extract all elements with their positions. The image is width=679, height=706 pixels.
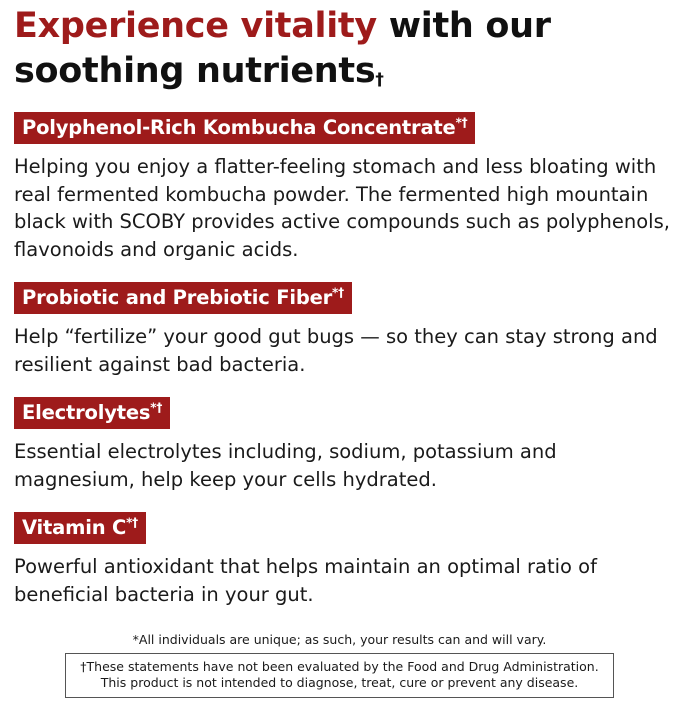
section-kombucha-title-wrap: [14, 112, 671, 145]
section-electrolytes-tag-label: Electrolytes: [22, 400, 151, 424]
section-electrolytes-body: Essential electrolytes including, sodium, potassium and magnesium, help keep your cells hydrated.: [14, 440, 557, 491]
footnote-asterisk: *All individuals are unique; as such, your results can and will vary.: [132, 631, 547, 647]
section-fiber-body: Help “fertilize” your good gut bugs — so they can stay strong and resilient against bad bacteria.: [14, 325, 658, 377]
section-fiber-tag: [14, 282, 352, 315]
section-vitamin-c: [14, 512, 671, 609]
section-vitamin-c-tag: [14, 512, 146, 545]
section-vitamin-c-tag-superscript: *†: [126, 515, 138, 530]
section-fiber-tag-label: Probiotic and Prebiotic Fiber: [22, 285, 333, 309]
footnotes: [0, 632, 679, 699]
section-kombucha-body: Helping you enjoy a flatter-feeling stomach and less bloating with real fermented kombucha powder. The fermented high mountain black with SCOBY provides active compounds such as polyphenols, flavonoids and organic acids.: [14, 155, 670, 262]
page-title-rest: with our soothing nutrients: [14, 6, 551, 91]
section-fiber: [14, 282, 671, 379]
footnote-disclaimer-box: [65, 653, 613, 699]
section-vitamin-c-body: Powerful antioxidant that helps maintain an optimal ratio of beneficial bacteria in your gut.: [14, 555, 597, 606]
footnote-disclaimer-line-1: †These statements have not been evaluated by the Food and Drug Administration.: [80, 658, 599, 674]
section-electrolytes-tag: [14, 397, 170, 430]
section-kombucha-tag: [14, 112, 475, 145]
section-kombucha-tag-superscript: *†: [455, 115, 468, 130]
page-title-accent: Experience vitality: [14, 6, 377, 46]
page-title: [8, 0, 671, 94]
footnote-disclaimer-line-2: This product is not intended to diagnose, treat, cure or prevent any disease.: [100, 674, 579, 690]
section-electrolytes-title-wrap: [14, 397, 671, 430]
page-title-dagger: †: [375, 69, 384, 90]
section-kombucha: [14, 112, 671, 264]
section-electrolytes: [14, 397, 671, 494]
section-kombucha-tag-label: Polyphenol-Rich Kombucha Concentrate: [22, 115, 456, 139]
section-fiber-title-wrap: [14, 282, 671, 315]
section-electrolytes-tag-superscript: *†: [150, 400, 163, 415]
section-vitamin-c-tag-label: Vitamin C: [22, 515, 127, 539]
section-vitamin-c-title-wrap: [14, 512, 671, 545]
section-fiber-tag-superscript: *†: [332, 285, 344, 300]
